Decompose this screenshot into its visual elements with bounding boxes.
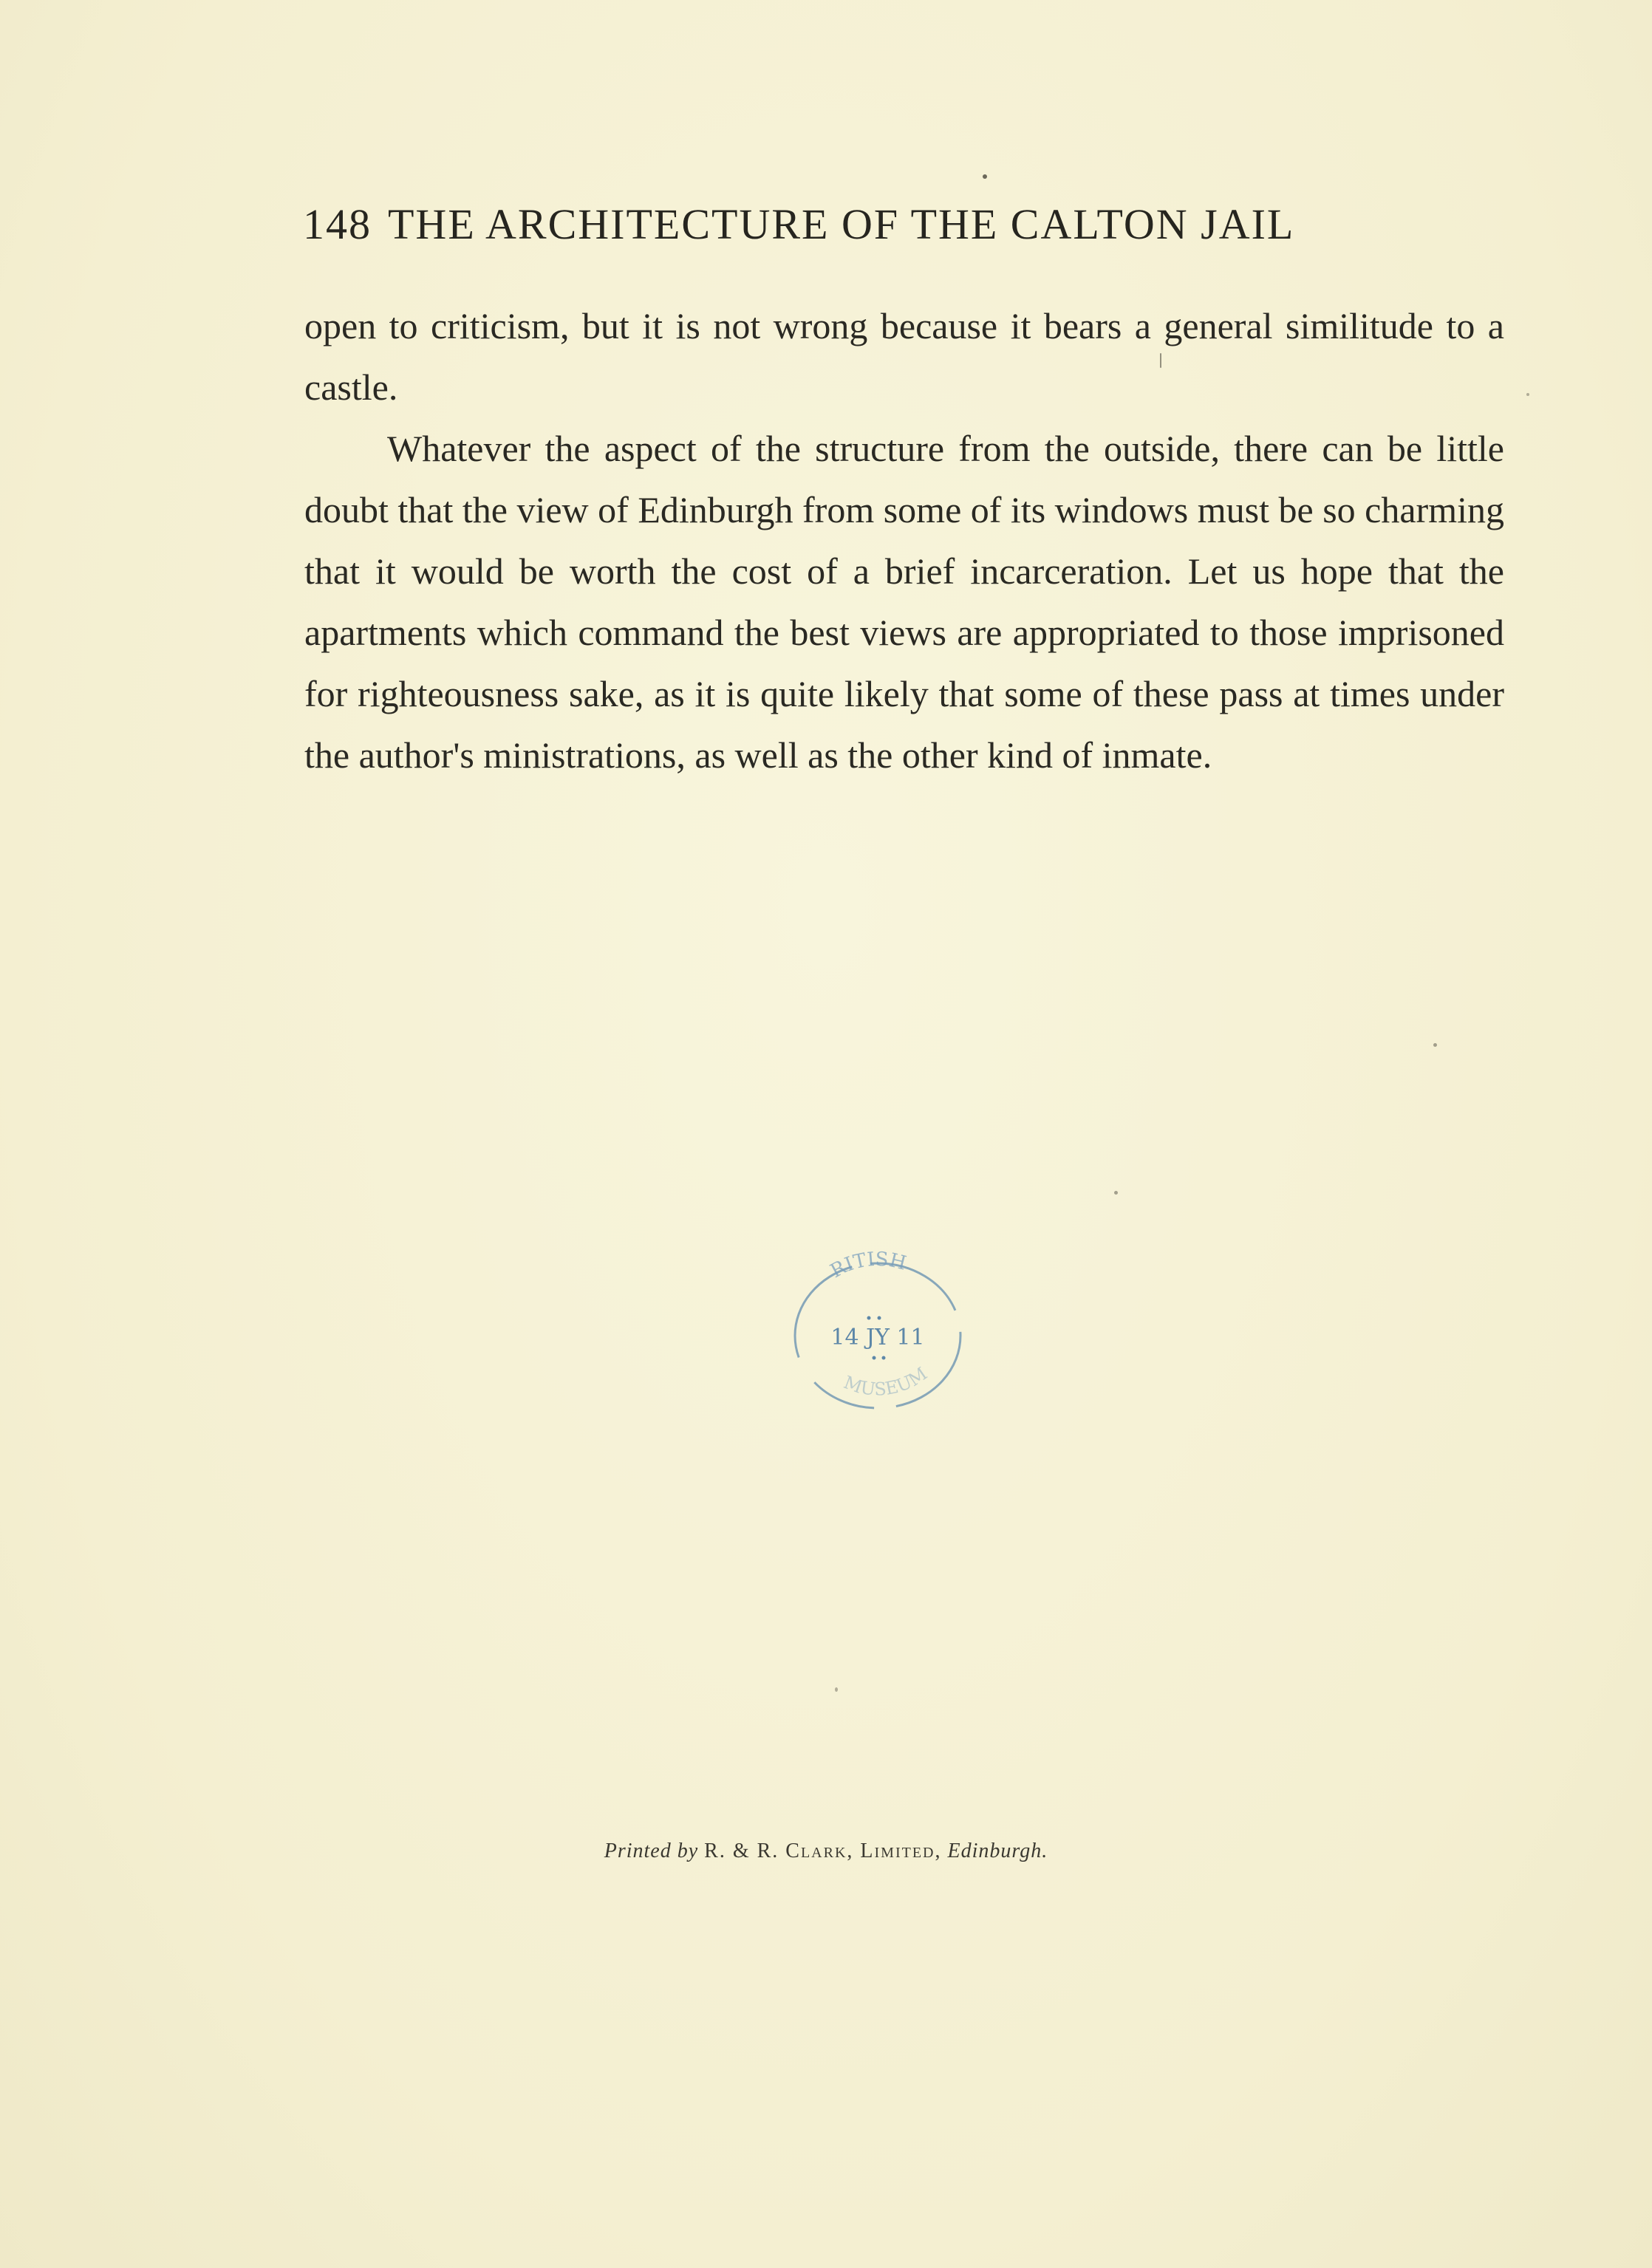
library-stamp bbox=[774, 1247, 981, 1424]
imprint-printer: R. & R. Clark, Limited, bbox=[704, 1840, 942, 1862]
stamp-date: 14 JY 11 bbox=[830, 1325, 925, 1350]
running-head bbox=[303, 199, 1455, 249]
svg-text:MUSEUM bbox=[841, 1363, 931, 1399]
paper-speck bbox=[1160, 353, 1161, 368]
imprint-place: Edinburgh. bbox=[947, 1840, 1048, 1862]
paragraph-1: open to criticism, but it is not wrong because it bears a general similitude to a castle. bbox=[304, 305, 1504, 408]
paper-speck bbox=[1526, 393, 1529, 396]
paper-speck bbox=[835, 1687, 838, 1692]
stamp-ring-top: RITISH bbox=[827, 1248, 909, 1283]
svg-text:RITISH bbox=[827, 1249, 909, 1282]
page-number: 148 bbox=[303, 200, 372, 248]
paper-speck bbox=[1114, 1191, 1118, 1195]
imprint-printed-by: Printed by bbox=[604, 1840, 699, 1862]
running-title: THE ARCHITECTURE OF THE CALTON JAIL bbox=[388, 200, 1295, 248]
printer-imprint bbox=[0, 1840, 1652, 1863]
paper-speck bbox=[983, 174, 987, 179]
stamp-ring-bottom: MUSEUM bbox=[841, 1363, 932, 1400]
body-text bbox=[304, 296, 1504, 786]
paragraph-2: Whatever the aspect of the structure from the outside, there can be little doubt that the view of Edinburgh from some of its windows must be so charming that it would be worth the cost of a brief incarceration. Let us hope that the apartments which command the best views are appropriated to those imprisoned for righteousness sake, as it is quite likely that some of these pass at times under the author's ministrations, as well as the other kind of inmate. bbox=[304, 428, 1504, 776]
paper-speck bbox=[1433, 1043, 1437, 1047]
